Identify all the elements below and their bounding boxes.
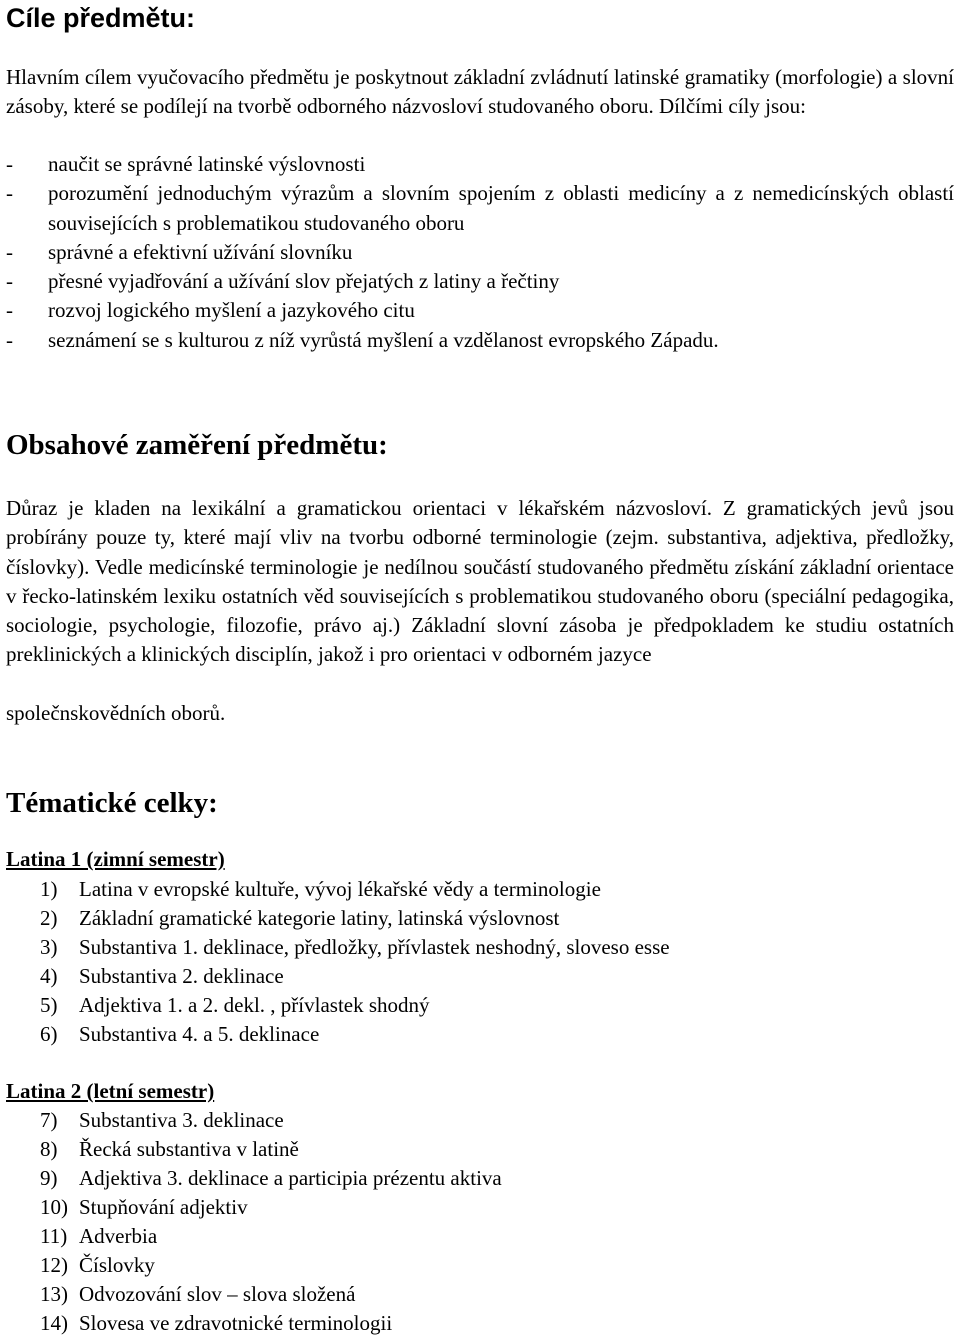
topic-item: 6) Substantiva 4. a 5. deklinace xyxy=(40,1022,320,1046)
topic-item: 9) Adjektiva 3. deklinace a participia prézentu aktiva xyxy=(40,1166,502,1190)
topic-item: 5) Adjektiva 1. a 2. dekl. , přívlastek shodný xyxy=(40,993,430,1017)
topic-item: 12) Číslovky xyxy=(40,1253,155,1277)
content-focus-heading: Obsahové zaměření předmětu: xyxy=(6,429,388,461)
semester-2-topic-list xyxy=(40,1106,502,1338)
topic-item: 7) Substantiva 3. deklinace xyxy=(40,1108,284,1132)
goals-heading: Cíle předmětu: xyxy=(6,3,196,33)
topic-item: 4) Substantiva 2. deklinace xyxy=(40,964,284,988)
topic-item: 3) Substantiva 1. deklinace, předložky, přívlastek neshodný, sloveso esse xyxy=(40,935,670,959)
topic-item: 8) Řecká substantiva v latině xyxy=(40,1137,299,1161)
content-focus-paragraph: Důraz je kladen na lexikální a gramatickou orientaci v lékařském názvosloví. Z gramatických jevů jsou probírány pouze ty, které mají vliv na tvorbu odborné terminologie (zejm. substantiva, adjektiva, předložky, číslovky). Vedle medicínské terminologie je nedílnou součástí studovaného předmětu získání základní orientace v řecko-latinském lexiku ostatních věd souvisejících s problematikou studovaného oboru (speciální pedagogika, sociologie, psychologie, filozofie, právo aj.) Základní slovní zásoba je předpokladem ke studiu ostatních preklinických a klinických disciplín, jakož i pro orientaci v odborném jazyce xyxy=(6,496,954,667)
topic-item: 1) Latina v evropské kultuře, vývoj lékařské vědy a terminologie xyxy=(40,877,601,901)
topic-item: 14) Slovesa ve zdravotnické terminologii xyxy=(40,1311,393,1335)
goals-list-item: - přesné vyjadřování a užívání slov přejatých z latiny a řečtiny xyxy=(6,269,560,294)
topic-item: 10) Stupňování adjektiv xyxy=(40,1195,248,1219)
goals-list-item: - naučit se správné latinské výslovnosti xyxy=(6,152,366,176)
goals-list xyxy=(6,150,954,355)
semester-2-title: Latina 2 (letní semestr) xyxy=(6,1079,215,1103)
goals-list-item: - správné a efektivní užívání slovníku xyxy=(6,239,353,264)
semester-1-topic-list xyxy=(40,875,670,1049)
content-focus-paragraph-last-line: společnskovědních oborů. xyxy=(6,701,226,725)
topic-item: 2) Základní gramatické kategorie latiny, latinská výslovnost xyxy=(40,906,560,930)
topics-heading: Tématické celky: xyxy=(6,787,218,819)
goals-list-item: - seznámení se s kulturou z níž vyrůstá myšlení a vzdělanost evropského Západu. xyxy=(6,327,719,352)
goals-list-item: - rozvoj logického myšlení a jazykového citu xyxy=(6,298,415,323)
semester-1-title: Latina 1 (zimní semestr) xyxy=(6,847,225,871)
goals-list-item: - porozumění jednoduchým výrazům a slovním spojením z oblasti medicíny a z nemedicínských oblastí souvisejících s problematikou studovaného oboru xyxy=(6,181,954,235)
topic-item: 11) Adverbia xyxy=(40,1224,158,1248)
topic-item: 13) Odvozování slov – slova složená xyxy=(40,1282,356,1306)
goals-intro-paragraph: Hlavním cílem vyučovacího předmětu je poskytnout základní zvládnutí latinské gramatiky (morfologie) a slovní zásoby, které se podílejí na tvorbě odborného názvosloví studovaného oboru. Dílčími cíly jsou: xyxy=(6,65,954,119)
